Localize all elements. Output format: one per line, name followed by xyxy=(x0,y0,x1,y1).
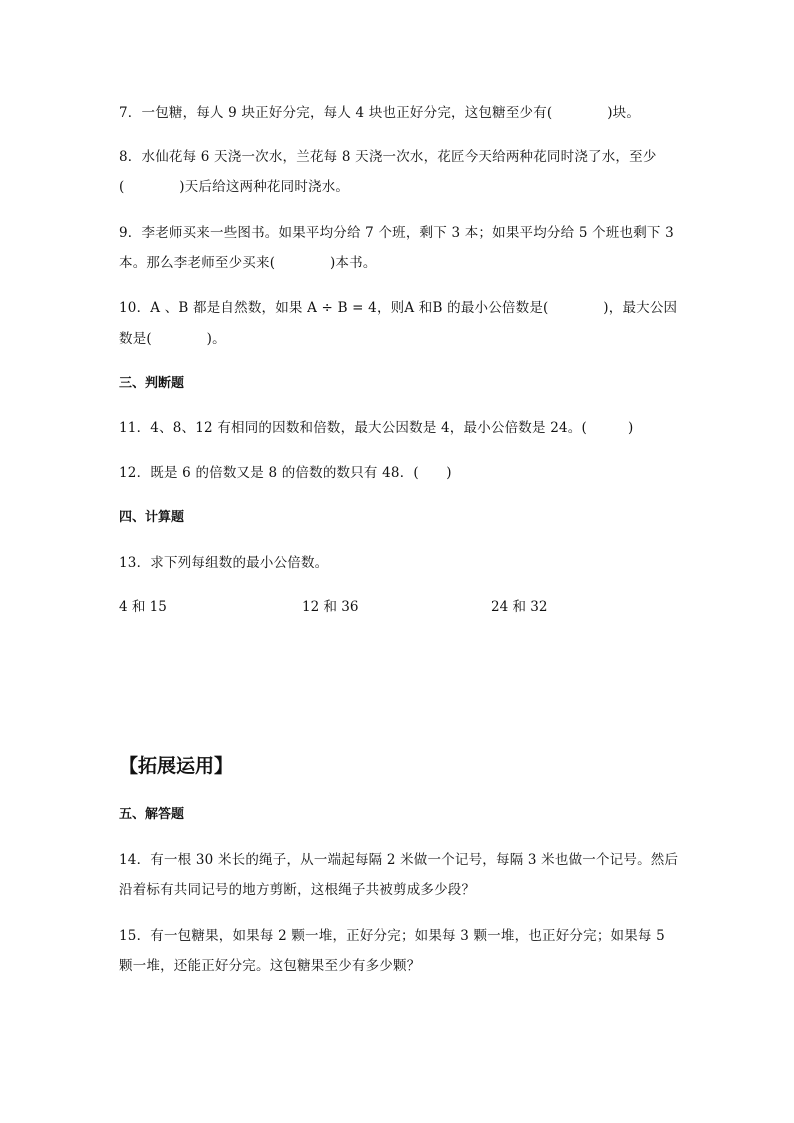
section-heading-extend: 【拓展运用】 xyxy=(119,755,234,777)
question-9-line-2: 本。那么李老师至少买来( )本书。 xyxy=(119,255,377,271)
question-7-line-1: 7．一包糖，每人 9 块正好分完，每人 4 块也正好分完，这包糖至少有( )块。 xyxy=(119,105,641,121)
calc-item-2: 12 和 36 xyxy=(302,599,359,615)
calc-item-3: 24 和 32 xyxy=(491,599,548,615)
question-12-line-1: 12．既是 6 的倍数又是 8 的倍数的数只有 48．( ) xyxy=(119,465,452,481)
section-heading-answer: 五、解答题 xyxy=(119,807,185,822)
question-15-line-2: 颗一堆，还能正好分完。这包糖果至少有多少颗？ xyxy=(119,958,421,974)
question-8-line-2: ( )天后给这两种花同时浇水。 xyxy=(119,179,350,195)
question-11-line-1: 11．4、8、12 有相同的因数和倍数，最大公因数是 4，最小公倍数是 24。( ) xyxy=(119,420,634,436)
calc-item-1: 4 和 15 xyxy=(119,599,167,615)
question-13-line-1: 13．求下列每组数的最小公倍数。 xyxy=(119,555,329,571)
section-heading-calc: 四、计算题 xyxy=(119,510,185,525)
question-10-line-2: 数是( )。 xyxy=(119,331,226,347)
question-10-line-1: 10．A 、B 都是自然数，如果 A ÷ B = 4，则A 和B 的最小公倍数是( )，最大公因 xyxy=(119,300,678,316)
question-14-line-2: 沿着标有共同记号的地方剪断，这根绳子共被剪成多少段？ xyxy=(119,882,476,898)
question-8-line-1: 8．水仙花每 6 天浇一次水，兰花每 8 天浇一次水，花匠今天给两种花同时浇了水，至少 xyxy=(119,149,657,165)
section-heading-judge: 三、判断题 xyxy=(119,376,185,391)
question-15-line-1: 15．有一包糖果，如果每 2 颗一堆，正好分完；如果每 3 颗一堆，也正好分完；如果每 5 xyxy=(119,928,665,944)
question-14-line-1: 14．有一根 30 米长的绳子，从一端起每隔 2 米做一个记号，每隔 3 米也做一个记号。然后 xyxy=(119,852,679,868)
question-9-line-1: 9．李老师买来一些图书。如果平均分给 7 个班，剩下 3 本；如果平均分给 5 个班也剩下 3 xyxy=(119,225,674,241)
